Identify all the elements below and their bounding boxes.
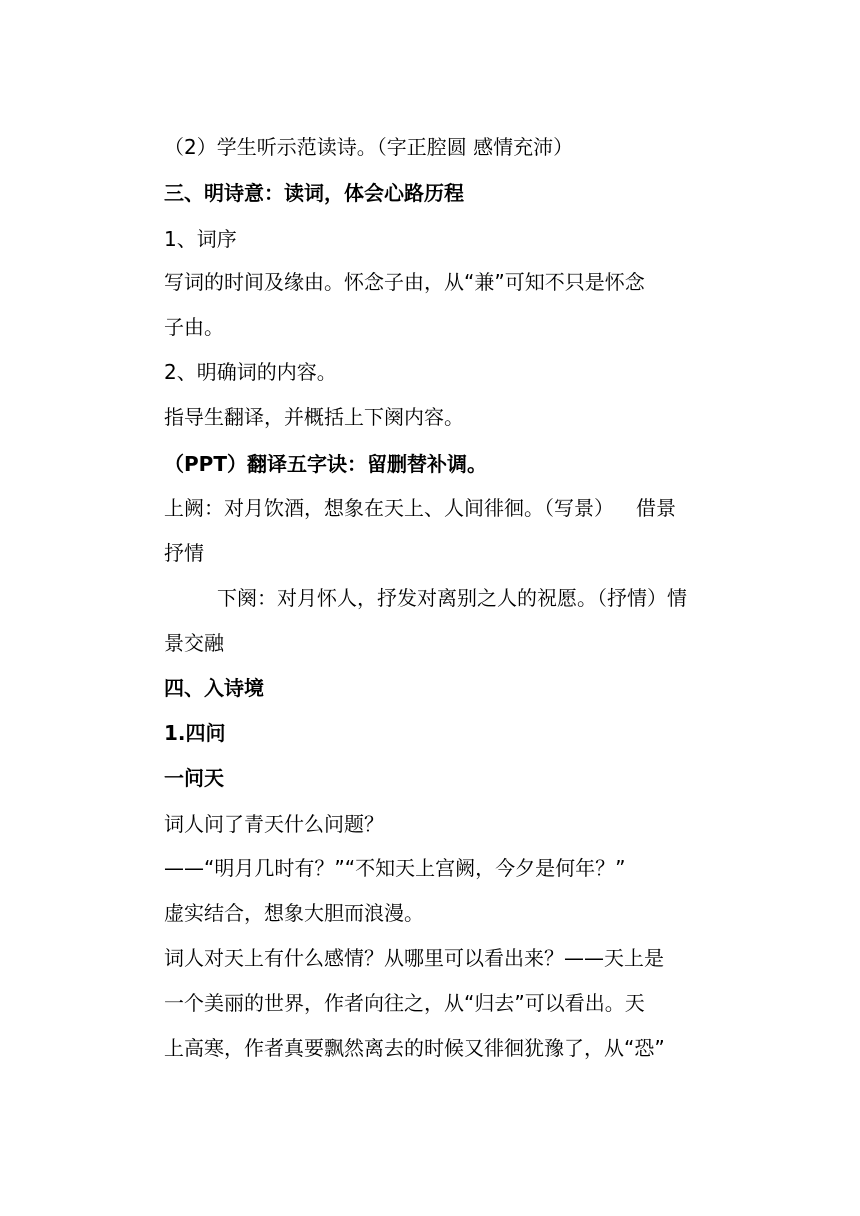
- step-2-line: （2）学生听示范读诗。（字正腔圆 感情充沛）: [164, 135, 574, 159]
- lower-stanza-line: [217, 584, 687, 612]
- subheading-ask-sky: 一问天: [164, 766, 224, 790]
- paragraph-1-line-1: 写词的时间及缘由。怀念子由，从“兼”可知不只是怀念: [164, 270, 645, 294]
- section-3-heading: 三、明诗意：读词，体会心路历程: [164, 181, 464, 205]
- section-4-heading: 四、入诗境: [164, 676, 264, 700]
- question-2-line-3: 上高寒，作者真要飘然离去的时候又徘徊犹豫了，从“恐”: [164, 1036, 665, 1060]
- upper-stanza-continuation: 抒情: [164, 541, 204, 565]
- lower-stanza-continuation: 景交融: [164, 631, 224, 655]
- lower-stanza-text: 对月怀人，抒发对离别之人的祝愿。（抒情）情: [277, 586, 687, 610]
- lower-stanza-label: 下阕：: [217, 586, 277, 610]
- question-1: 词人问了青天什么问题？: [164, 812, 384, 836]
- question-2-line-2: 一个美丽的世界，作者向往之，从“归去”可以看出。天: [164, 991, 645, 1015]
- question-1-answer: ——“明月几时有？”“不知天上宫阙，今夕是何年？”: [164, 856, 626, 880]
- subheading-four-questions: 1.四问: [164, 721, 226, 745]
- subheading-1: 1、词序: [164, 227, 237, 251]
- paragraph-1-line-2: 子由。: [164, 315, 224, 339]
- question-2-line-1: 词人对天上有什么感情？从哪里可以看出来？——天上是: [164, 946, 664, 970]
- ppt-line: （PPT）翻译五字诀：留删替补调。: [164, 452, 487, 476]
- upper-stanza-label: 上阙：: [164, 496, 224, 520]
- upper-stanza-line: [164, 494, 676, 522]
- paragraph-2: 指导生翻译，并概括上下阕内容。: [164, 405, 464, 429]
- upper-stanza-tail: 借景: [636, 496, 676, 520]
- question-1-note: 虚实结合，想象大胆而浪漫。: [164, 901, 424, 925]
- subheading-2: 2、明确词的内容。: [164, 360, 337, 384]
- upper-stanza-text: 对月饮酒，想象在天上、人间徘徊。（写景）: [224, 496, 614, 520]
